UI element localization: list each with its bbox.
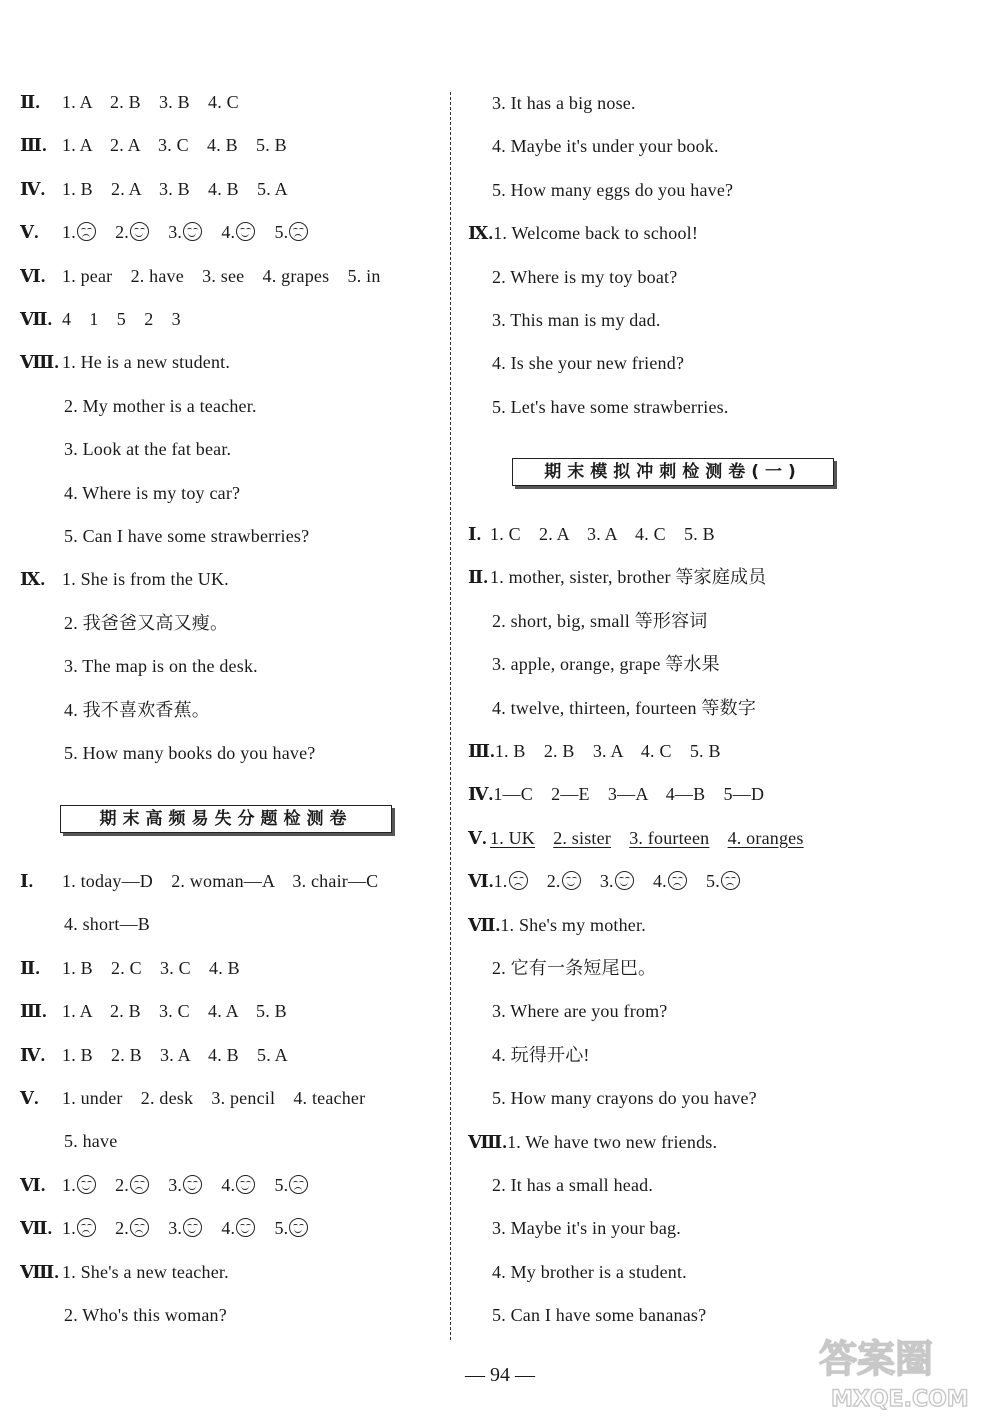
answer-line [20,90,239,114]
answer-text: 1—C 2—E 3—A 4—B 5—D [493,784,765,805]
item-number: 5. [274,222,289,243]
answer-text: 1. We have two new friends. [507,1131,718,1152]
item-number: 1. [62,1218,76,1239]
answer-line [20,133,287,157]
answer-text: 4. My brother is a student. [492,1261,687,1282]
answer-text: 4. 我不喜欢香蕉。 [64,699,210,720]
answer-text: 2. 它有一条短尾巴。 [492,958,657,978]
answer-text: 2. 我爸爸又高又瘦。 [64,612,229,633]
answer-line [468,913,646,937]
item-number: 2. [115,1174,130,1195]
column-divider [450,92,451,1340]
sad-face-icon [130,1218,149,1237]
sad-face-icon [289,1175,308,1194]
page-number: — 94 — [465,1364,535,1386]
section-numeral: Ⅲ. [20,135,47,156]
answer-text: 5. How many crayons do you have? [492,1088,757,1109]
answer-line [492,134,719,158]
answer-text: 2. Where is my toy boat? [492,266,678,287]
watermark-top-text: 答案圈 [819,1337,934,1381]
answer-text: 4 1 5 2 3 [62,309,181,329]
answer-line [64,481,240,505]
section-numeral: Ⅶ. [20,309,53,329]
item-number: 1. [493,871,508,892]
answer-line [492,395,729,419]
answer-line [492,308,661,332]
sad-face-icon [289,222,308,241]
answer-line [64,912,150,936]
smiley-face-icon [183,1175,202,1194]
answer-text: 5. Can I have some strawberries? [64,526,310,546]
answer-text: 1. He is a new student. [62,352,231,373]
answer-text: 3. Where are you from? [492,1001,668,1022]
item-number: 4. [221,222,236,243]
answer-line [468,739,721,763]
smiley-face-icon [183,222,202,241]
answer-text: 1. C 2. A 3. A 4. C 5. B [490,524,715,544]
section-numeral: Ⅷ. [20,352,60,373]
answer-line [492,1216,681,1240]
answer-text: 4. twelve, thirteen, fourteen 等数字 [492,697,757,718]
section-numeral: Ⅷ. [468,1131,508,1152]
answer-line [20,567,229,591]
answer-line [492,1173,653,1197]
answer-text: 1. today—D 2. woman—A 3. chair—C [62,871,379,891]
answer-text: 4. Where is my toy car? [64,482,241,503]
section-numeral: Ⅱ. [20,92,41,112]
answer-text: 3. apple, orange, grape 等水果 [492,654,720,675]
section-numeral: Ⅳ. [20,178,46,199]
answer-text: 1. B 2. B 3. A 4. B 5. A [62,1044,288,1065]
underlined-answer: 4. oranges [727,827,804,848]
answer-line [64,437,231,461]
smiley-face-icon [615,871,634,890]
smiley-face-icon [236,222,255,241]
answer-text: 4. short—B [64,914,151,935]
item-number: 3. [168,1174,183,1195]
answer-text: 1. mother, sister, brother 等家庭成员 [490,567,767,588]
answer-line [64,524,309,548]
item-number: 4. [221,1218,236,1239]
answer-line [468,826,804,850]
section-title-left: 期末高频易失分题检测卷 [60,805,392,833]
section-numeral: Ⅵ. [20,265,46,286]
answer-line [20,177,288,201]
smiley-face-icon [130,222,149,241]
section-title-right: 期末模拟冲刺检测卷(一) [512,458,834,486]
answer-line [492,351,684,375]
sad-face-icon [77,1218,96,1237]
item-number: 3. [168,1218,183,1239]
answer-text: 5. How many eggs do you have? [492,179,734,200]
section-numeral: Ⅶ. [20,1218,53,1239]
section-numeral: Ⅴ. [20,222,39,243]
answer-line [468,522,715,546]
answer-text: 1. B 2. A 3. B 4. B 5. A [62,178,288,199]
answer-line [492,956,656,980]
underlined-answer: 1. UK [490,827,535,848]
answer-line [492,1043,590,1067]
section-numeral: Ⅵ. [468,871,494,892]
answer-line [20,1043,288,1067]
answer-line [64,1303,227,1327]
section-numeral: Ⅷ. [20,1261,60,1282]
section-numeral: Ⅱ. [20,957,41,978]
answer-text: 3. The map is on the desk. [64,656,258,677]
section-numeral: Ⅱ. [468,567,489,588]
answer-text: 2. My mother is a teacher. [64,395,257,416]
section-numeral: Ⅶ. [468,914,501,935]
answer-line [468,869,741,893]
underlined-answer: 2. sister [553,827,611,848]
answer-text: 1. under 2. desk 3. pencil 4. teacher [62,1088,366,1108]
sad-face-icon [130,1175,149,1194]
answer-line [468,782,764,806]
answer-line [20,307,181,331]
section-numeral: Ⅴ. [20,1088,39,1108]
answer-text: 3. It has a big nose. [492,93,636,113]
sad-face-icon [721,871,740,890]
answer-line [64,741,315,765]
smiley-face-icon [77,1175,96,1194]
section-numeral: Ⅰ. [20,871,34,891]
answer-text: 1. She's my mother. [500,914,646,935]
answer-text: 4. Maybe it's under your book. [492,136,719,157]
answer-line [492,1086,757,1110]
answer-line [64,654,258,678]
answer-line [20,350,230,374]
section-numeral: Ⅲ. [20,1001,47,1022]
smiley-face-icon [236,1175,255,1194]
answer-text: 3. Look at the fat bear. [64,439,232,460]
item-number: 3. [599,871,614,892]
smiley-face-icon [562,871,581,890]
answer-line [492,178,733,202]
smiley-face-icon [236,1218,255,1237]
answer-text: 2. Who's this woman? [64,1305,227,1325]
item-number: 1. [62,222,76,243]
answer-line [492,609,708,633]
section-numeral: Ⅲ. [468,741,495,761]
section-numeral: Ⅳ. [20,1044,46,1065]
answer-text: 1. B 2. C 3. C 4. B [62,957,240,978]
answer-line [492,696,756,720]
smiley-face-icon [289,1218,308,1237]
item-number: 4. [221,1174,236,1195]
answer-line [20,999,287,1023]
answer-text: 3. Maybe it's in your bag. [492,1218,681,1239]
item-number: 2. [115,222,130,243]
section-numeral: Ⅰ. [468,524,482,544]
section-numeral: Ⅴ. [468,827,487,848]
answer-line [492,999,668,1023]
answer-text: 4. Is she your new friend? [492,353,685,374]
answer-line [468,1130,717,1154]
answer-line [492,652,720,676]
item-number: 2. [115,1218,130,1239]
smiley-face-icon [183,1218,202,1237]
item-number: 1. [62,1174,76,1195]
answer-line [492,91,636,115]
answer-line [468,221,698,245]
answer-text: 5. Let's have some strawberries. [492,396,729,417]
answer-text: 2. It has a small head. [492,1175,654,1195]
answer-text: 5. Can I have some bananas? [492,1305,707,1326]
answer-line [20,869,378,893]
section-numeral: Ⅳ. [468,784,494,805]
answer-line [468,565,766,589]
answer-line [20,220,309,244]
answer-line [64,394,257,418]
answer-text: 1. A 2. B 3. C 4. A 5. B [62,1001,287,1022]
answer-line [64,611,228,635]
answer-line [20,264,381,288]
answer-text: 5. have [64,1131,118,1152]
section-numeral: Ⅵ. [20,1174,46,1195]
sad-face-icon [668,871,687,890]
answer-text: 5. How many books do you have? [64,743,316,763]
answer-line [20,956,240,980]
item-number: 5. [706,871,720,892]
item-number: 4. [652,871,667,892]
answer-text: 1. Welcome back to school! [493,223,699,244]
sad-face-icon [77,222,96,241]
watermark-bottom-text: MXQE.COM [831,1387,969,1412]
answer-text: 1. pear 2. have 3. see 4. grapes 5. in [62,265,381,286]
answer-text: 1. B 2. B 3. A 4. C 5. B [494,741,721,761]
item-number: 5. [274,1218,289,1239]
section-numeral: Ⅸ. [468,223,494,244]
answer-line [20,1173,309,1197]
underlined-answer: 3. fourteen [629,827,710,848]
answer-text: 1. A 2. B 3. B 4. C [62,92,239,112]
answer-text: 2. short, big, small 等形容词 [492,610,708,631]
answer-text: 4. 玩得开心! [492,1044,590,1065]
answer-line [492,1303,706,1327]
item-number: 5. [274,1174,289,1195]
section-numeral: Ⅸ. [20,569,46,590]
answer-line [492,1260,687,1284]
sad-face-icon [509,871,528,890]
answer-line [20,1086,365,1110]
answer-line [20,1216,309,1240]
answer-text: 3. This man is my dad. [492,310,661,330]
item-number: 3. [168,222,183,243]
item-number: 2. [546,871,561,892]
answer-line [492,265,677,289]
answer-text: 1. She's a new teacher. [62,1261,229,1282]
answer-line [64,698,210,722]
answer-text: 1. A 2. A 3. C 4. B 5. B [62,135,287,156]
answer-text: 1. She is from the UK. [62,569,229,590]
answer-line [64,1129,117,1153]
watermark-logo [805,1328,995,1412]
answer-line [20,1260,229,1284]
